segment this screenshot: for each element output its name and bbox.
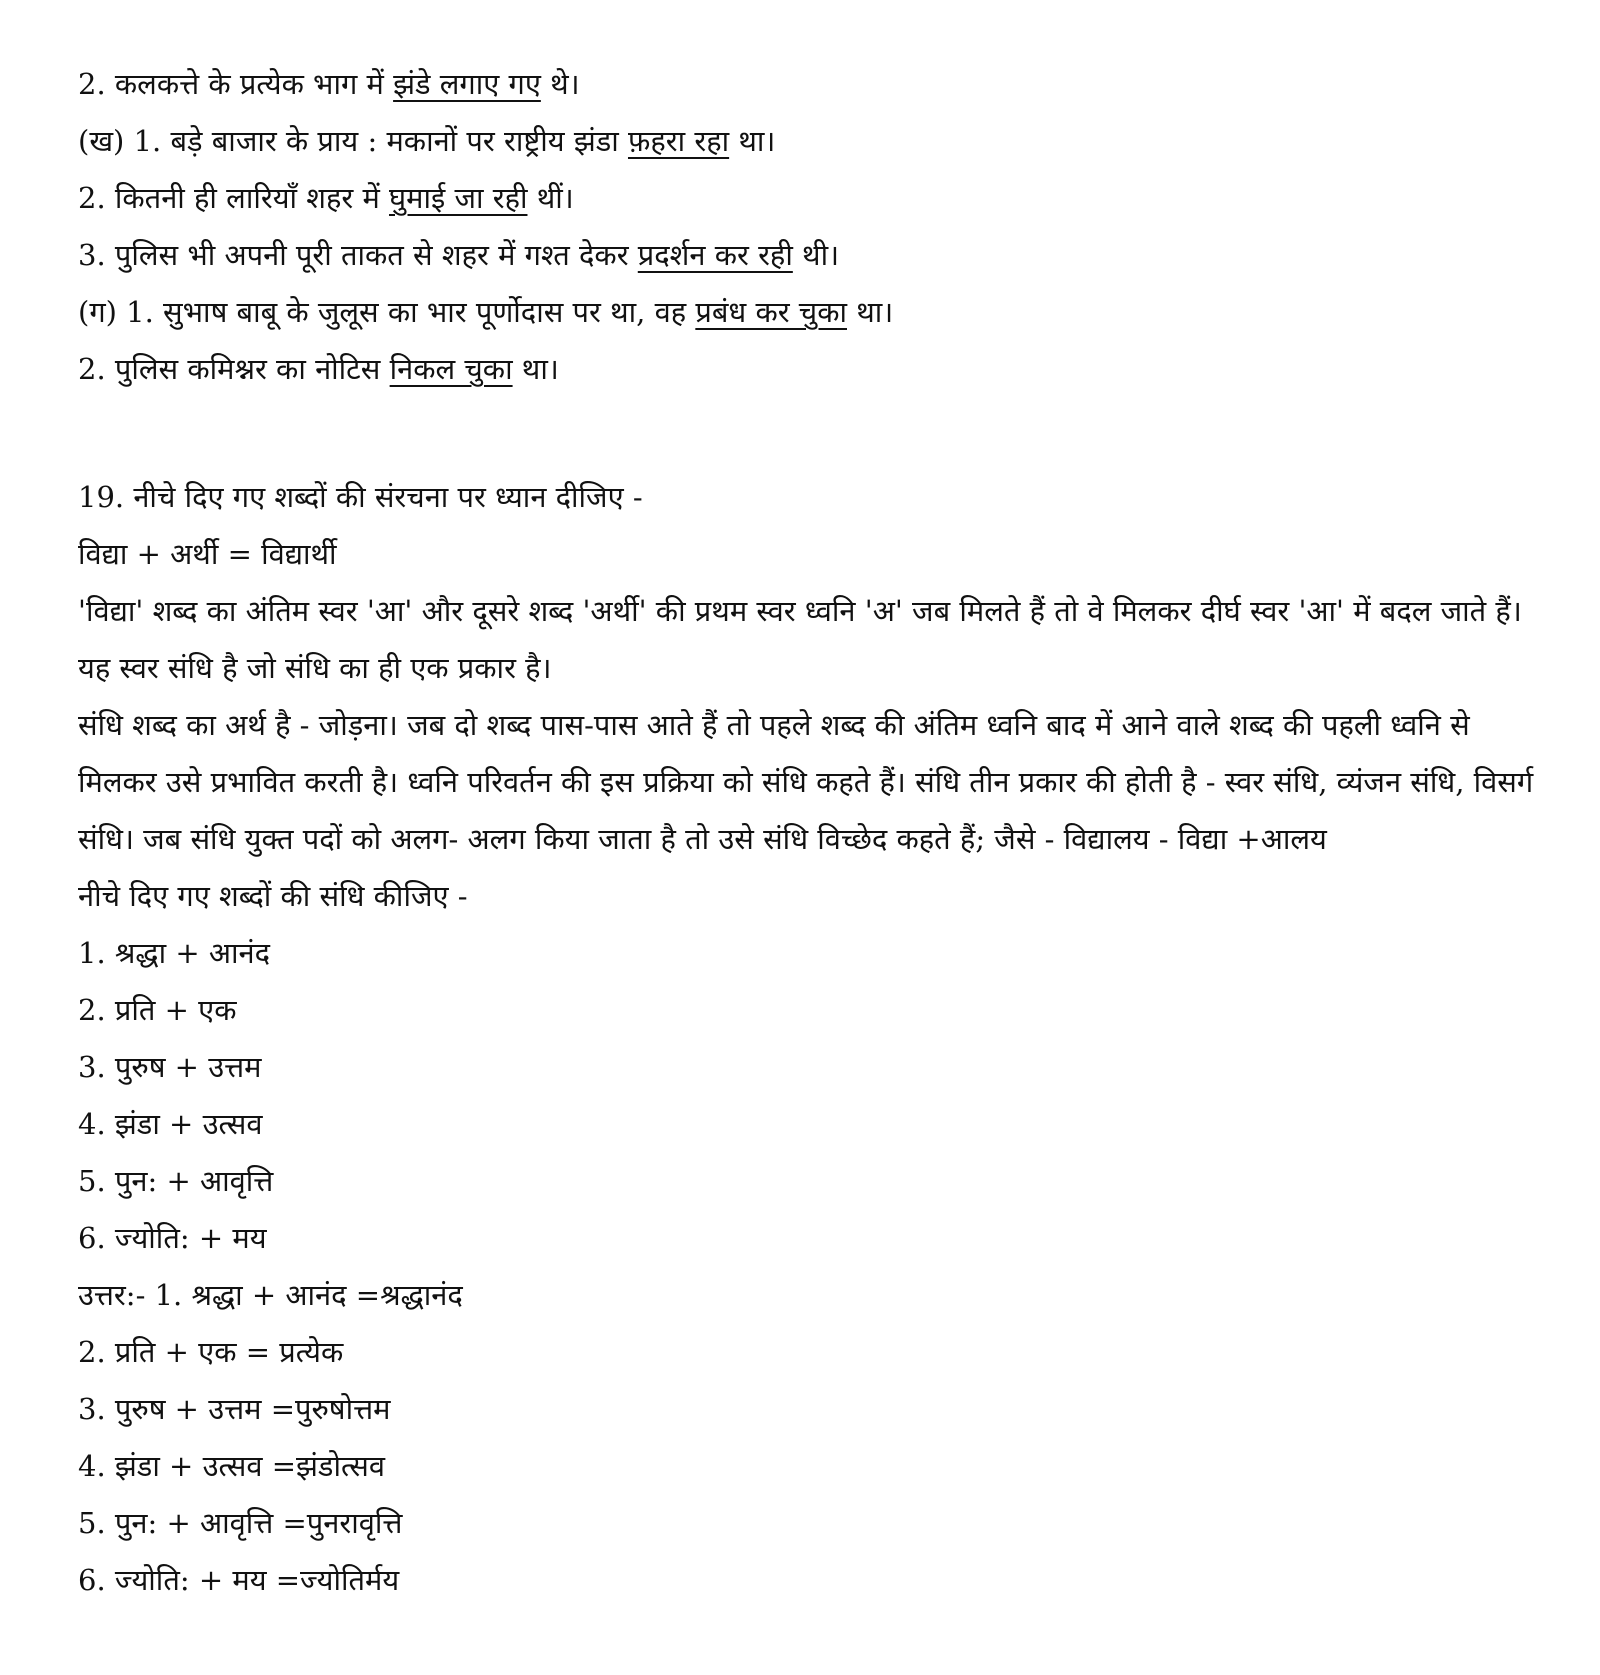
definition-paragraph: संधि शब्द का अर्थ है - जोड़ना। जब दो शब्द पास-पास आते हैं तो पहले शब्द की अंतिम ध्वनि बाद में आने वाले शब्द की पहली ध्वनि से मिलकर उसे प्रभावित करती है। ध्वनि परिवर्तन की इस प्रक्रिया को संधि कहते हैं। संधि तीन प्रकार की होती है - स्वर संधि, व्यंजन संधि, विसर्ग संधि। जब संधि युक्त पदों को अलग- अलग किया जाता है तो उसे संधि विच्छेद कहते हैं; जैसे - विद्यालय - विद्या +आलय bbox=[78, 708, 1534, 856]
exercise-item: 4. झंडा + उत्सव bbox=[78, 1107, 263, 1141]
underlined-phrase: झंडे लगाए गए bbox=[393, 67, 541, 101]
answer-item: 6. ज्योति: + मय =ज्योतिर्मय bbox=[78, 1563, 400, 1597]
line-text: था। bbox=[512, 352, 559, 386]
exercise-item: 2. प्रति + एक bbox=[78, 993, 237, 1027]
line-text: (ख) 1. बड़े बाजार के प्राय : मकानों पर राष्ट्रीय झंडा bbox=[78, 124, 628, 158]
line-text: थीं। bbox=[527, 181, 574, 215]
document-page bbox=[78, 56, 1538, 1609]
underlined-phrase: प्रदर्शन कर रही bbox=[637, 238, 793, 272]
line-text: (ग) 1. सुभाष बाबू के जुलूस का भार पूर्णोदास पर था, वह bbox=[78, 295, 696, 329]
answer-line bbox=[78, 227, 1538, 284]
answer-item: 2. प्रति + एक = प्रत्येक bbox=[78, 1335, 344, 1369]
question-heading: 19. नीचे दिए गए शब्दों की संरचना पर ध्यान दीजिए - bbox=[78, 480, 643, 514]
line-text: था। bbox=[847, 295, 894, 329]
exercise-item: 6. ज्योति: + मय bbox=[78, 1221, 267, 1255]
line-text: थे। bbox=[540, 67, 580, 101]
answer-line bbox=[78, 170, 1538, 227]
line-text: 3. पुलिस भी अपनी पूरी ताकत से शहर में गश्त देकर bbox=[78, 238, 638, 272]
section-spacer bbox=[78, 398, 1538, 469]
line-text: 2. कलकत्ते के प्रत्येक भाग में bbox=[78, 67, 394, 101]
answer-item: 5. पुन: + आवृत्ति =पुनरावृत्ति bbox=[78, 1506, 403, 1540]
line-text: 2. कितनी ही लारियाँ शहर में bbox=[78, 181, 390, 215]
underlined-phrase: फ़हरा रहा bbox=[627, 124, 730, 158]
line-text: थी। bbox=[792, 238, 840, 272]
answer-line bbox=[78, 113, 1538, 170]
exercise-item: 3. पुरुष + उत्तम bbox=[78, 1050, 262, 1084]
exercise-item: 1. श्रद्धा + आनंद bbox=[78, 936, 270, 970]
answer-line bbox=[78, 341, 1538, 398]
underlined-phrase: घुमाई जा रही bbox=[389, 181, 528, 215]
underlined-phrase: निकल चुका bbox=[389, 352, 513, 386]
underlined-phrase: प्रबंध कर चुका bbox=[695, 295, 847, 329]
line-text: 2. पुलिस कमिश्नर का नोटिस bbox=[78, 352, 390, 386]
example-equation: विद्या + अर्थी = विद्यार्थी bbox=[78, 537, 337, 571]
answer-item: 4. झंडा + उत्सव =झंडोत्सव bbox=[78, 1449, 385, 1483]
answer-item: उत्तर:- 1. श्रद्धा + आनंद =श्रद्धानंद bbox=[78, 1278, 463, 1312]
instruction-line: नीचे दिए गए शब्दों की संधि कीजिए - bbox=[78, 879, 468, 913]
answer-item: 3. पुरुष + उत्तम =पुरुषोत्तम bbox=[78, 1392, 391, 1426]
line-text: था। bbox=[729, 124, 776, 158]
answer-line bbox=[78, 284, 1538, 341]
explanation-paragraph: 'विद्या' शब्द का अंतिम स्वर 'आ' और दूसरे शब्द 'अर्थी' की प्रथम स्वर ध्वनि 'अ' जब मिलते हैं तो वे मिलकर दीर्घ स्वर 'आ' में बदल जाते हैं। यह स्वर संधि है जो संधि का ही एक प्रकार है। bbox=[78, 594, 1522, 685]
exercise-item: 5. पुन: + आवृत्ति bbox=[78, 1164, 274, 1198]
answer-line bbox=[78, 56, 1538, 113]
